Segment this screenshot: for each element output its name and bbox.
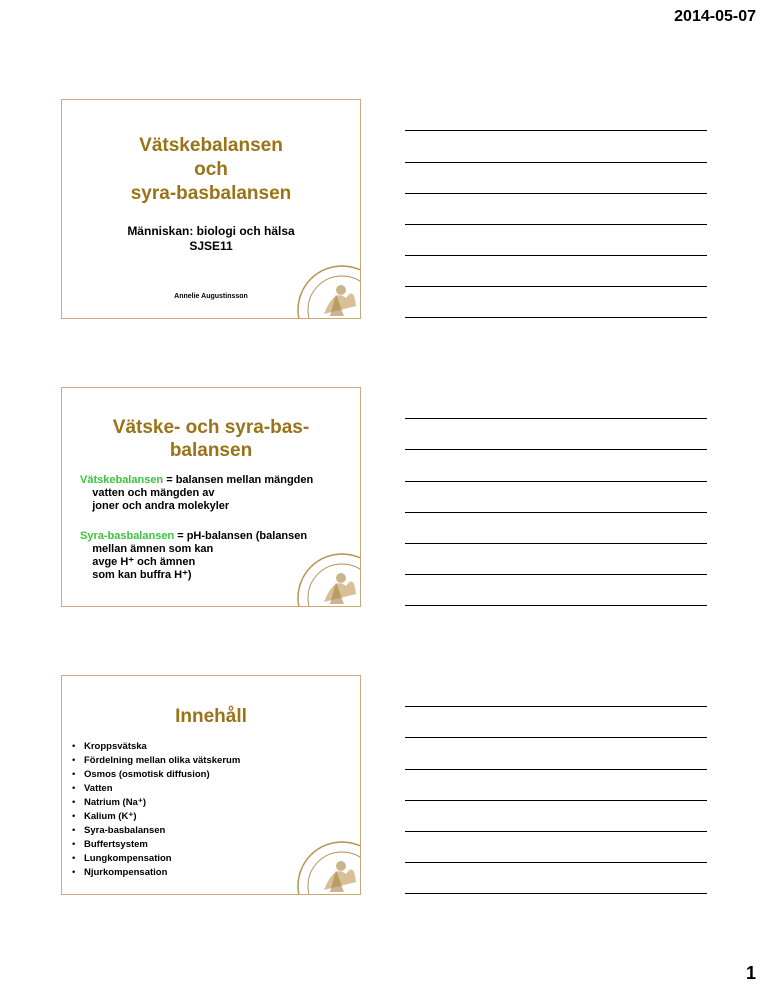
list-item: • Lungkompensation <box>72 852 240 866</box>
note-line <box>405 893 707 894</box>
definition-fluid-balance <box>80 474 313 513</box>
subtitle-line: Människan: biologi och hälsa <box>127 224 295 238</box>
note-line <box>405 706 707 707</box>
note-line <box>405 737 707 738</box>
note-line <box>405 574 707 575</box>
slide-1-title <box>62 134 360 206</box>
note-line <box>405 255 707 256</box>
note-line <box>405 605 707 606</box>
note-line <box>405 862 707 863</box>
slide-3 <box>61 675 361 895</box>
note-line <box>405 193 707 194</box>
definition-acid-base-balance <box>80 530 307 582</box>
note-line <box>405 769 707 770</box>
list-item: • Fördelning mellan olika vätskerum <box>72 754 240 768</box>
definition-term: Vätskebalansen <box>80 474 164 486</box>
note-line <box>405 130 707 131</box>
list-item: • Syra-basbalansen <box>72 824 240 838</box>
university-seal-icon <box>294 258 360 318</box>
note-line <box>405 162 707 163</box>
note-line <box>405 286 707 287</box>
definition-text: = pH-balansen (balansen mellan ämnen som kan avge H⁺ och ämnen som kan buffra H⁺) <box>92 530 308 581</box>
date-header: 2014-05-07 <box>674 8 756 25</box>
note-line <box>405 481 707 482</box>
slide-2-title <box>62 416 360 462</box>
title-line: syra-basbalansen <box>130 183 292 204</box>
slide-2 <box>61 387 361 607</box>
note-line <box>405 512 707 513</box>
title-line: och <box>194 159 228 180</box>
university-seal-icon <box>294 834 360 894</box>
subtitle-line: SJSE11 <box>189 239 233 253</box>
title-line: balansen <box>169 440 253 461</box>
note-line <box>405 800 707 801</box>
note-line <box>405 317 707 318</box>
note-line <box>405 418 707 419</box>
page-number: 1 <box>745 963 756 983</box>
list-item: • Natrium (Na⁺) <box>72 796 240 810</box>
list-item: • Kroppsvätska <box>72 740 240 754</box>
title-line: Vätske- och syra-bas- <box>112 417 310 438</box>
list-item: • Osmos (osmotisk diffusion) <box>72 768 240 782</box>
definition-text: = balansen mellan mängden vatten och mängden av joner och andra molekyler <box>92 474 314 512</box>
author-name: Annelie Augustinsson <box>174 293 248 300</box>
definition-term: Syra-basbalansen <box>80 530 175 542</box>
note-line <box>405 449 707 450</box>
university-seal-icon <box>294 546 360 606</box>
list-item: • Buffertsystem <box>72 838 240 852</box>
contents-list <box>72 740 240 880</box>
list-item: • Njurkompensation <box>72 866 240 880</box>
slide-1 <box>61 99 361 319</box>
slide-3-title: Innehåll <box>175 706 247 727</box>
title-line: Vätskebalansen <box>139 135 283 156</box>
list-item: • Vatten <box>72 782 240 796</box>
note-line <box>405 543 707 544</box>
note-line <box>405 224 707 225</box>
slide-1-subtitle <box>62 224 360 254</box>
note-line <box>405 831 707 832</box>
list-item: • Kalium (K⁺) <box>72 810 240 824</box>
